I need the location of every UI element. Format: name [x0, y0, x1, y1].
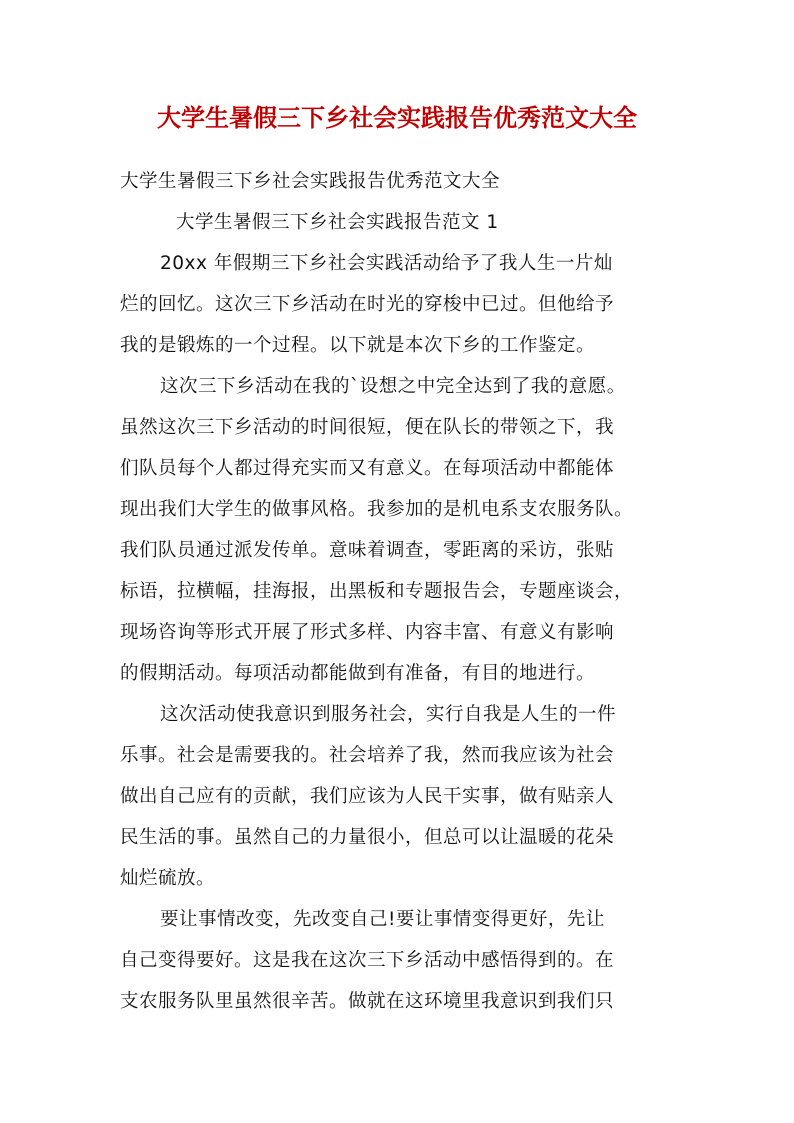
- subtitle-line: 大学生暑假三下乡社会实践报告优秀范文大全: [120, 171, 501, 192]
- paragraph-line: 们队员每个人都过得充实而又有意义。在每项活动中都能体: [120, 458, 615, 479]
- paragraph-line: 烂的回忆。这次三下乡活动在时光的穿梭中已过。但他给予: [120, 294, 615, 315]
- paragraph-line: 我的是锻炼的一个过程。以下就是本次下乡的工作鉴定。: [120, 335, 596, 356]
- paragraph-line: 支农服务队里虽然很辛苦。做就在这环境里我意识到我们只: [120, 991, 615, 1012]
- paragraph-line: 标语，拉横幅，挂海报，出黑板和专题报告会，专题座谈会，: [120, 581, 634, 602]
- paragraph-line: 这次三下乡活动在我的`设想之中完全达到了我的意愿。: [160, 376, 626, 397]
- document-title: 大学生暑假三下乡社会实践报告优秀范文大全: [157, 103, 637, 132]
- paragraph-line: 乐事。社会是需要我的。社会培养了我，然而我应该为社会: [120, 745, 615, 766]
- paragraph-line: 自己变得要好。这是我在这次三下乡活动中感悟得到的。在: [120, 950, 615, 971]
- paragraph-line: 虽然这次三下乡活动的时间很短，便在队长的带领之下，我: [120, 417, 615, 438]
- paragraph-line: 我们队员通过派发传单。意味着调查，零距离的采访，张贴: [120, 540, 615, 561]
- paragraph-line: 现场咨询等形式开展了形式多样、内容丰富、有意义有影响: [120, 622, 615, 643]
- paragraph-line: 做出自己应有的贡献，我们应该为人民干实事，做有贴亲人: [120, 786, 615, 807]
- paragraph-line: 的假期活动。每项活动都能做到有准备，有目的地进行。: [120, 663, 596, 684]
- paragraph-line: 这次活动使我意识到服务社会，实行自我是人生的一件: [160, 704, 617, 725]
- paragraph-line: 20xx 年假期三下乡社会实践活动给予了我人生一片灿: [160, 253, 613, 274]
- paragraph-line: 民生活的事。虽然自己的力量很小，但总可以让温暖的花朵: [120, 827, 615, 848]
- section-heading: 大学生暑假三下乡社会实践报告范文 1: [176, 212, 499, 233]
- paragraph-line: 现出我们大学生的做事风格。我参加的是机电系支农服务队。: [120, 499, 634, 520]
- paragraph-line: 灿烂硫放。: [120, 868, 216, 889]
- document-body: [120, 161, 676, 1022]
- paragraph-line: 要让事情改变，先改变自己!要让事情变得更好，先让: [160, 909, 605, 930]
